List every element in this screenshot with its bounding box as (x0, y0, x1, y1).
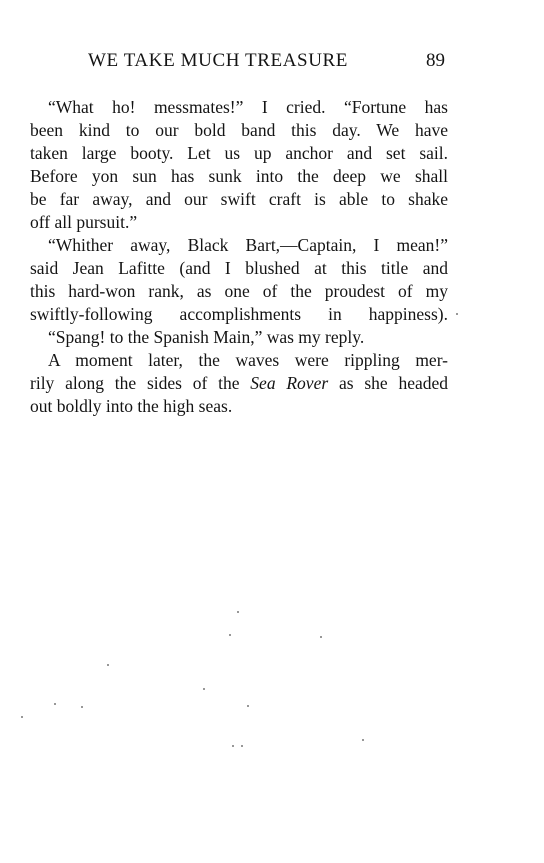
print-speck (229, 634, 231, 636)
print-speck (237, 611, 239, 613)
paragraph (30, 96, 448, 234)
print-speck (362, 739, 364, 741)
text-line: “Spang! to the Spanish Main,” was my reply. (48, 327, 365, 347)
print-speck (456, 313, 458, 315)
print-speck (54, 703, 56, 705)
print-speck (81, 706, 83, 708)
running-title: WE TAKE MUCH TREASURE (88, 50, 349, 71)
print-speck (203, 688, 205, 690)
text-run: as she headed (328, 373, 448, 393)
ship-name: Sea Rover (250, 373, 329, 393)
paragraph (30, 326, 448, 349)
text-line: A moment later, the waves were rippling mer- (48, 350, 448, 370)
text-line: taken large booty. Let us up anchor and set sail. (30, 143, 448, 163)
text-line: out boldly into the high seas. (30, 396, 233, 416)
text-line: swiftly-following accomplishments in happiness). (30, 304, 448, 324)
text-line: be far away, and our swift craft is able to shake (30, 189, 448, 209)
print-speck (107, 664, 109, 666)
body-text (30, 96, 448, 418)
print-speck (21, 716, 23, 718)
text-line: Before yon sun has sunk into the deep we shall (30, 166, 448, 186)
print-speck (247, 705, 249, 707)
print-speck (320, 636, 322, 638)
text-line: said Jean Lafitte (and I blushed at this title and (30, 258, 448, 278)
text-line: been kind to our bold band this day. We have (30, 120, 448, 140)
print-speck (241, 745, 243, 747)
paragraph (30, 234, 448, 326)
text-line: “Whither away, Black Bart,—Captain, I mean!” (48, 235, 448, 255)
print-speck (232, 745, 234, 747)
running-head (0, 50, 544, 74)
page-number: 89 (426, 50, 445, 71)
text-line: this hard-won rank, as one of the proudest of my (30, 281, 448, 301)
text-line: off all pursuit.” (30, 212, 138, 232)
text-run: rily along the sides of the (30, 373, 240, 393)
paragraph (30, 349, 448, 418)
text-line: “What ho! messmates!” I cried. “Fortune has (48, 97, 448, 117)
text-line (30, 372, 448, 395)
